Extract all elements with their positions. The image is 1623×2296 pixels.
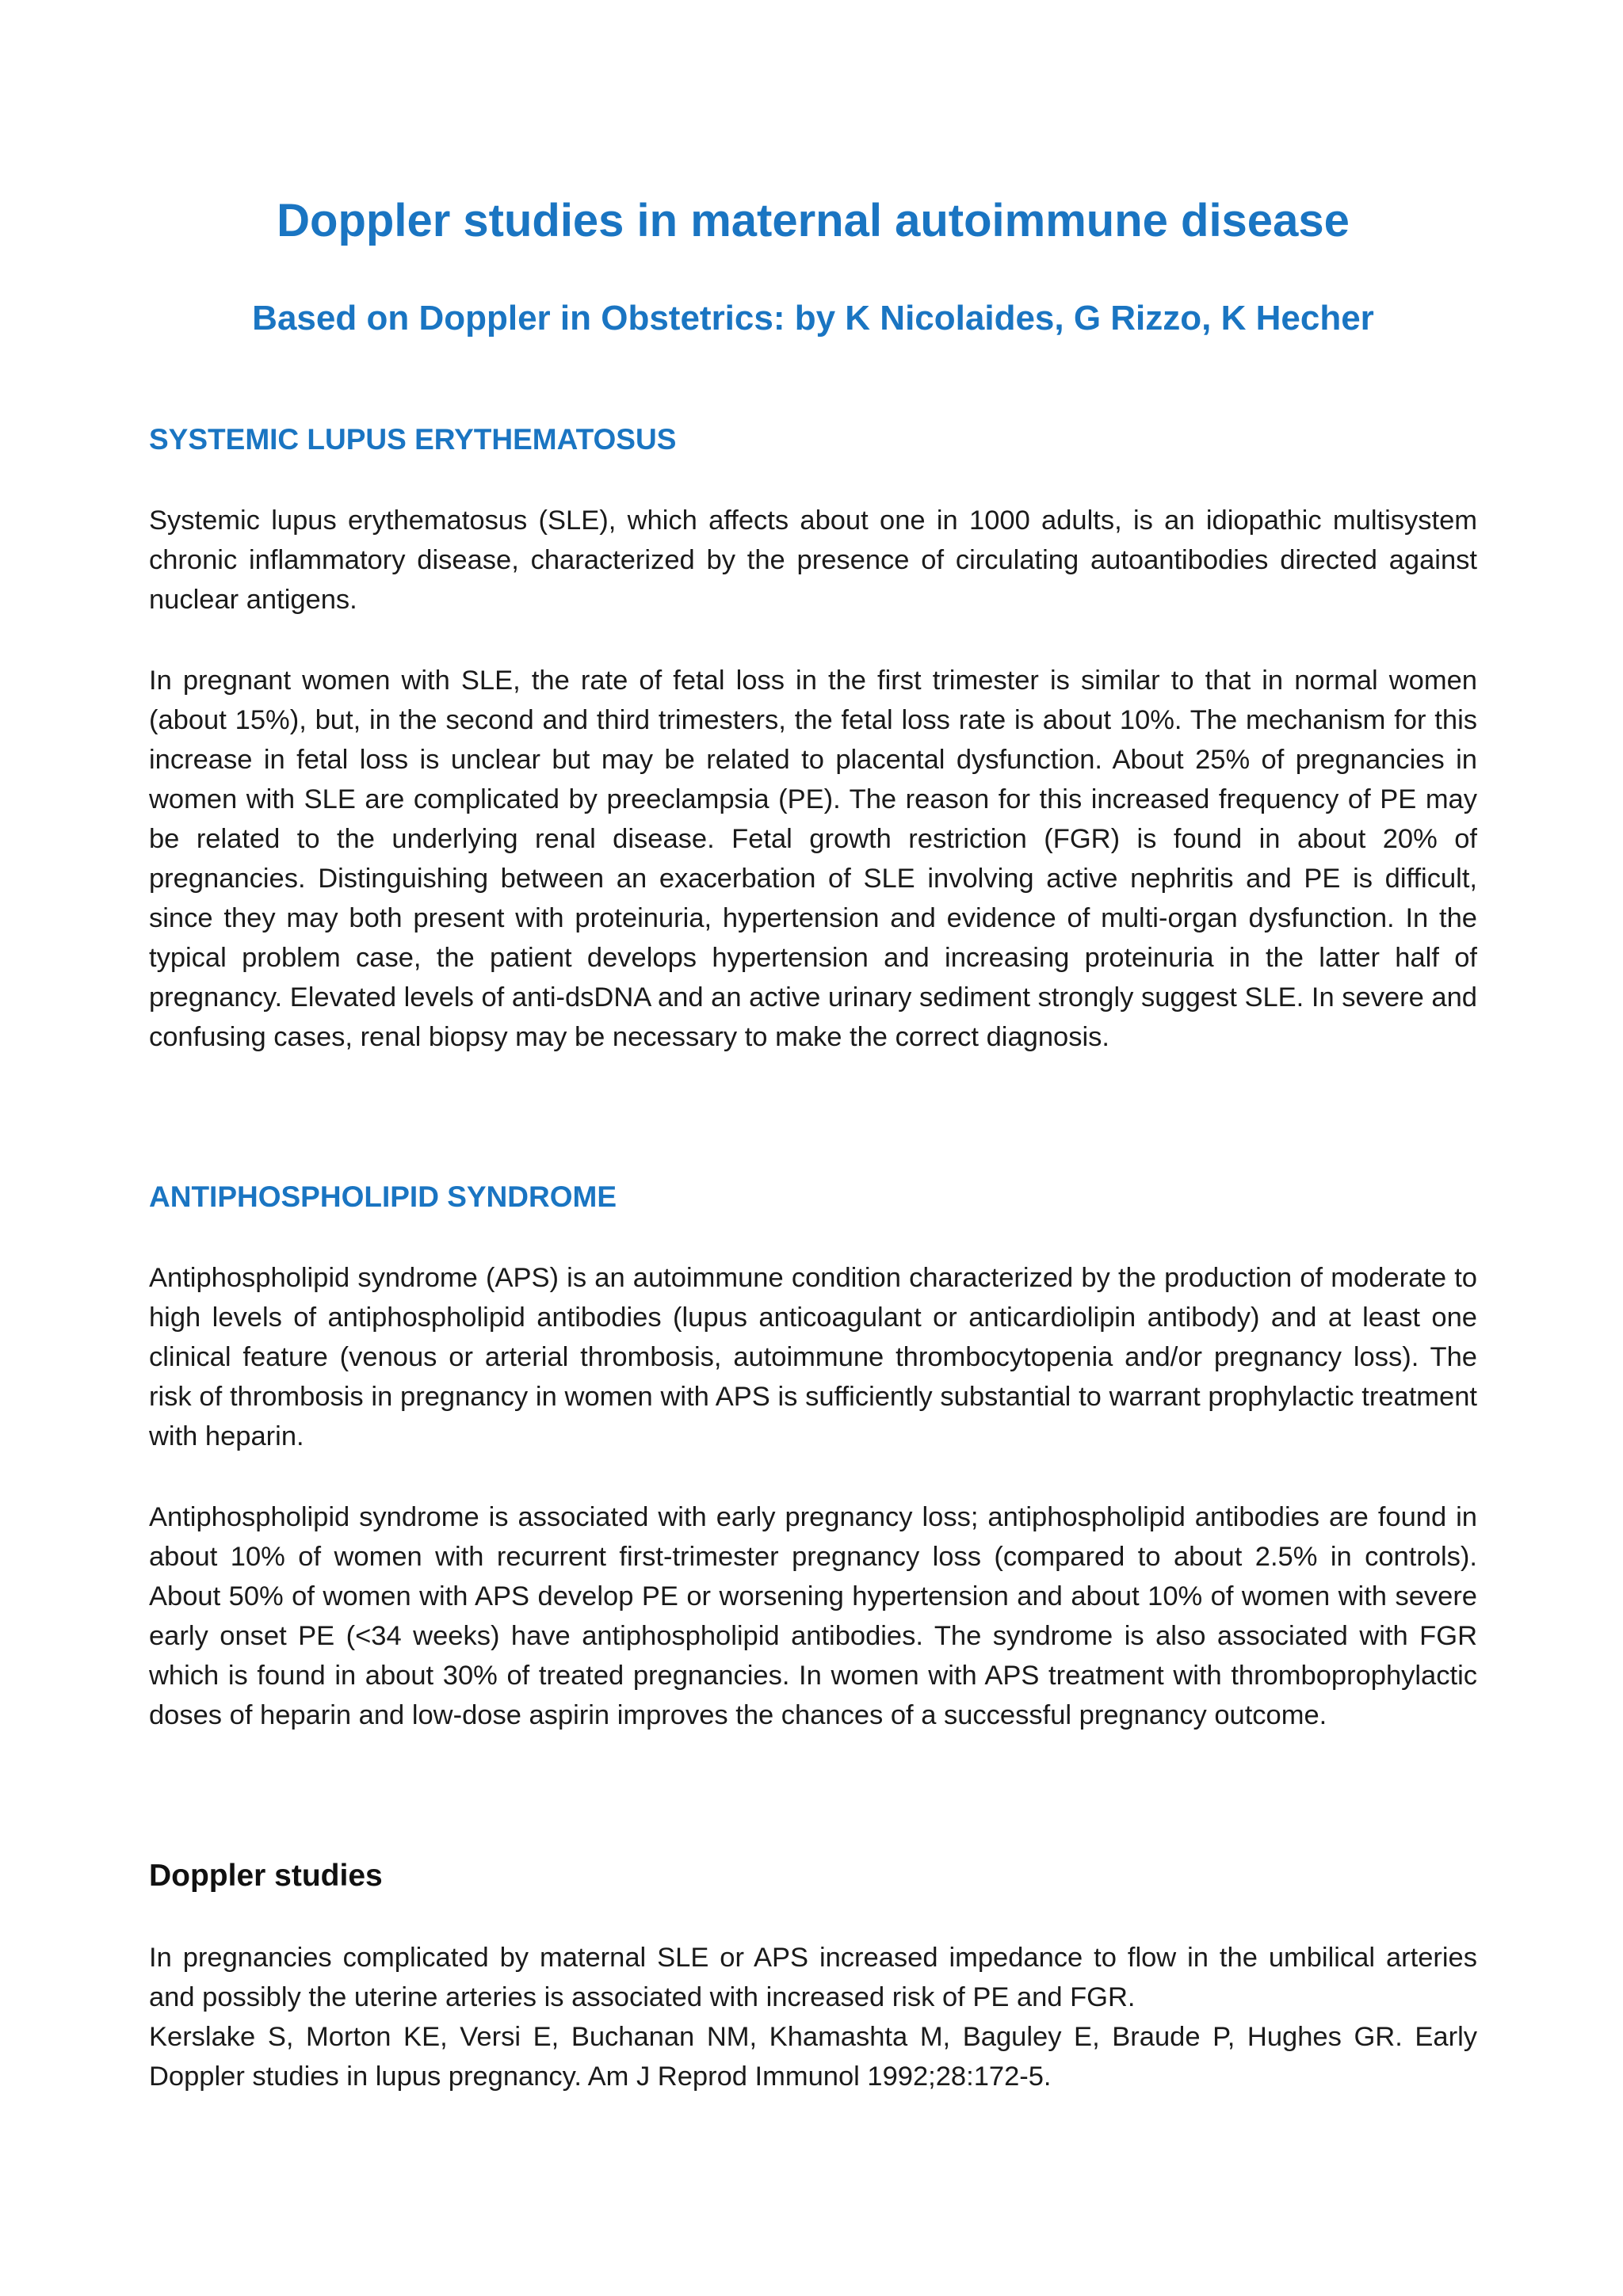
section-heading-doppler: Doppler studies [149,1859,383,1893]
paragraph-sle-definition: Systemic lupus erythematosus (SLE), which affects about one in 1000 adults, is an idiopathic multisystem chronic inflammatory disease, characterized by the presence of circulating autoantibodies directed against nuclear antigens. [149,505,1477,615]
paragraph-doppler-findings: In pregnancies complicated by maternal SLE or APS increased impedance to flow in the umbilical arteries and possibly the uterine arteries is associated with increased risk of PE and FGR. [149,1943,1477,2012]
page-title: Doppler studies in maternal autoimmune disease [277,195,1350,246]
section-heading-aps: ANTIPHOSPHOLIPID SYNDROME [149,1180,617,1213]
paragraph-reference: Kerslake S, Morton KE, Versi E, Buchanan NM, Khamashta M, Baguley E, Braude P, Hughes GR. Early Doppler studies in lupus pregnancy. Am J Reprod Immunol 1992;28:172-5. [149,2022,1477,2092]
paragraph-aps-definition: Antiphospholipid syndrome (APS) is an autoimmune condition characterized by the production of moderate to high levels of antiphospholipid antibodies (lupus anticoagulant or anticardiolipin antibody) and at least one clinical feature (venous or arterial thrombosis, autoimmune thrombocytopenia and/or pregnancy loss). The risk of thrombosis in pregnancy in women with APS is sufficiently substantial to warrant prophylactic treatment with heparin. [149,1263,1477,1451]
paragraph-aps-pregnancy: Antiphospholipid syndrome is associated with early pregnancy loss; antiphospholipid antibodies are found in about 10% of women with recurrent first-trimester pregnancy loss (compared to about 2.5% in controls). About 50% of women with APS develop PE or worsening hypertension and about 10% of women with severe early onset PE (<34 weeks) have antiphospholipid antibodies. The syndrome is also associated with FGR which is found in about 30% of treated pregnancies. In women with APS treatment with thromboprophylactic doses of heparin and low-dose aspirin improves the chances of a successful pregnancy outcome. [149,1502,1477,1730]
page-subtitle: Based on Doppler in Obstetrics: by K Nicolaides, G Rizzo, K Hecher [252,299,1374,338]
section-heading-sle: SYSTEMIC LUPUS ERYTHEMATOSUS [149,423,677,456]
paragraph-sle-pregnancy: In pregnant women with SLE, the rate of fetal loss in the first trimester is similar to that in normal women (about 15%), but, in the second and third trimesters, the fetal loss rate is about 10%. The mechanism for this increase in fetal loss is unclear but may be related to placental dysfunction. About 25% of pregnancies in women with SLE are complicated by preeclampsia (PE). The reason for this increased frequency of PE may be related to the underlying renal disease. Fetal growth restriction (FGR) is found in about 20% of pregnancies. Distinguishing between an exacerbation of SLE involving active nephritis and PE is difficult, since they may both present with proteinuria, hypertension and evidence of multi-organ dysfunction. In the typical problem case, the patient develops hypertension and increasing proteinuria in the latter half of pregnancy. Elevated levels of anti-dsDNA and an active urinary sediment strongly suggest SLE. In severe and confusing cases, renal biopsy may be necessary to make the correct diagnosis. [149,666,1477,1052]
